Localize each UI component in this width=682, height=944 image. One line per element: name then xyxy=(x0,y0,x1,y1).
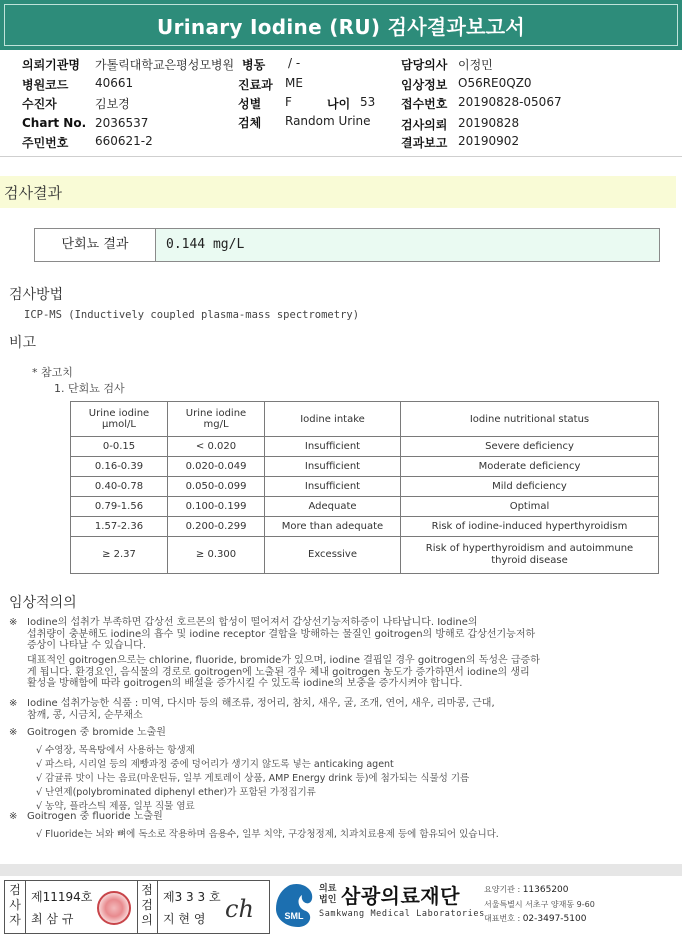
table-cell: 1.57-2.36 xyxy=(71,517,168,537)
rrn-label: 주민번호 xyxy=(22,136,69,150)
clinical-label: 임상정보 xyxy=(401,78,448,92)
table-cell: 0-0.15 xyxy=(71,437,168,457)
hospital-label: 의뢰기관명 xyxy=(22,58,80,72)
fluoride-title: Goitrogen 중 fluoride 노출원 xyxy=(27,811,163,822)
tester-number: 제11194호 xyxy=(31,890,93,904)
reviewer-label-cell xyxy=(137,881,158,933)
remarks-title: 비고 xyxy=(9,335,37,351)
dept-label: 진료과 xyxy=(238,78,273,92)
table-cell: Excessive xyxy=(265,537,401,574)
chart-value: 2036537 xyxy=(95,116,149,130)
clinical-text-line: 게 됩니다. 환경요인, 음식물의 경로로 goitrogen에 노출된 경우 체내 goitrogen 농도가 증가하면서 iodine의 생리 xyxy=(27,666,530,678)
clinical-text-line: Iodine 섭취가능한 식품 : 미역, 다시마 등의 해조류, 정어리, 참치, 새우, 굴, 조개, 연어, 새우, 리마콩, 근대, xyxy=(27,698,495,709)
table-cell: Risk of iodine-induced hyperthyroidism xyxy=(401,517,659,537)
org-prefix xyxy=(319,884,336,906)
clinical-paragraph-1 xyxy=(9,617,669,697)
table-row xyxy=(71,437,659,457)
table-cell: Severe deficiency xyxy=(401,437,659,457)
footer-band xyxy=(0,864,682,876)
org-english-name: Samkwang Medical Laboratories xyxy=(319,909,485,919)
table-cell: Mild deficiency xyxy=(401,477,659,497)
reviewer-name: 지 현 영 xyxy=(163,912,206,926)
clinical-text-line: Iodine의 섭취가 부족하면 갑상선 호르몬의 합성이 떨어져서 갑상선기능저하증이 나타납니다. Iodine의 xyxy=(27,617,478,628)
receipt-label: 접수번호 xyxy=(401,97,448,111)
table-cell: 0.020-0.049 xyxy=(168,457,265,477)
patient-label: 수진자 xyxy=(22,97,57,111)
bromide-item: √ 난연제(polybrominated diphenyl ether)가 포함된 가정집기류 xyxy=(36,787,316,798)
clinical-paragraph-foods xyxy=(9,698,669,722)
bromide-item: √ 농약, 플라스틱 제품, 일부 직물 염료 xyxy=(36,801,195,812)
tester-name: 최 삼 규 xyxy=(31,912,74,926)
chart-label: Chart No. xyxy=(22,116,87,130)
sml-logo-icon xyxy=(272,881,316,929)
reference-mark-icon: ※ xyxy=(9,617,18,628)
hospital-value: 가톨릭대학교은평성모병원 xyxy=(95,58,235,72)
sex-label: 성별 xyxy=(238,97,262,111)
result-box xyxy=(34,228,660,262)
table-cell: Insufficient xyxy=(265,477,401,497)
reviewer-cell xyxy=(157,881,269,933)
report-title-bar xyxy=(0,0,682,50)
tester-label-cell xyxy=(5,881,26,933)
patient-value: 김보경 xyxy=(95,97,130,111)
sex-value: F xyxy=(285,95,292,109)
org-prefix-line-2: 법인 xyxy=(319,895,337,905)
table-cell: 0.79-1.56 xyxy=(71,497,168,517)
status-line-2: thyroid disease xyxy=(491,555,568,566)
table-cell: 0.100-0.199 xyxy=(168,497,265,517)
bromide-item: √ 수영장, 목욕탕에서 사용하는 항생제 xyxy=(36,745,195,756)
divider xyxy=(0,156,682,157)
org-name: 삼광의료재단 xyxy=(341,884,460,908)
header-intake: Iodine intake xyxy=(265,402,401,437)
rrn-value: 660621-2 xyxy=(95,134,153,148)
hospital-code-value: 40661 xyxy=(95,76,134,90)
table-header-row xyxy=(71,402,659,437)
table-row xyxy=(71,477,659,497)
org-address: 서울특별시 서초구 양재동 9-60 xyxy=(484,900,595,909)
report-value: 20190902 xyxy=(458,134,520,148)
ref-heading: * 참고치 xyxy=(32,366,73,379)
table-cell: 0.40-0.78 xyxy=(71,477,168,497)
seal-stamp-icon xyxy=(97,891,131,925)
method-title: 검사방법 xyxy=(9,287,64,303)
org-prefix-line-1: 의료 xyxy=(319,884,337,894)
bromide-title: Goitrogen 중 bromide 노출원 xyxy=(27,727,166,738)
report-label: 결과보고 xyxy=(401,136,448,150)
bromide-heading xyxy=(9,727,669,741)
table-cell: ≥ 0.300 xyxy=(168,537,265,574)
table-cell: Adequate xyxy=(265,497,401,517)
reference-table xyxy=(70,401,659,574)
table-row xyxy=(71,537,659,574)
table-cell: Moderate deficiency xyxy=(401,457,659,477)
table-cell: 0.050-0.099 xyxy=(168,477,265,497)
table-row xyxy=(71,457,659,477)
clinical-value: O56RE0QZ0 xyxy=(458,76,532,90)
table-cell: Insufficient xyxy=(265,457,401,477)
care-number: 11365200 xyxy=(522,885,569,895)
doctor-label: 담당의사 xyxy=(401,58,448,72)
clinical-text-line: 섭취량이 충분해도 iodine의 흡수 및 iodine receptor 결합을 방해하는 물질인 goitrogen의 방해로 갑상선기능저하 xyxy=(27,628,536,640)
table-row xyxy=(71,517,659,537)
table-cell: ≥ 2.37 xyxy=(71,537,168,574)
method-text: ICP-MS (Inductively coupled plasma-mass spectrometry) xyxy=(24,309,360,321)
clinical-title: 임상적의의 xyxy=(9,595,77,611)
bromide-item: √ 파스타, 시리얼 등의 제빵과정 중에 덩어리가 생기지 않도록 넣는 anticaking agent xyxy=(36,759,394,770)
clinical-text-line: 활성을 방해함에 따라 goitrogen의 배설을 증가시킬 수 있도록 iodine의 보충을 증가시켜야 합니다. xyxy=(27,678,463,689)
header-mgl-1: Urine iodine xyxy=(185,408,247,419)
reviewer-number: 제3 3 3 호 xyxy=(163,890,221,904)
signature-box xyxy=(4,880,270,934)
dept-value: ME xyxy=(285,76,303,90)
table-cell: Optimal xyxy=(401,497,659,517)
care-institution xyxy=(484,884,569,895)
table-cell: < 0.020 xyxy=(168,437,265,457)
tester-cell xyxy=(25,881,138,933)
doctor-value: 이정민 xyxy=(458,58,493,72)
results-section-title: 검사결과 xyxy=(4,184,62,202)
receipt-value: 20190828-05067 xyxy=(458,95,562,109)
tester-label: 검사자 xyxy=(9,883,21,927)
phone-number: 02-3497-5100 xyxy=(522,914,587,924)
signature: ch xyxy=(225,895,254,923)
fluoride-item: √ Fluoride는 뇌와 뼈에 독소로 작용하며 음용수, 일부 치약, 구강청정제, 치과치료용제 등에 함유되어 있습니다. xyxy=(36,829,499,840)
specimen-value: Random Urine xyxy=(285,114,371,128)
request-value: 20190828 xyxy=(458,116,520,130)
age-label: 나이 xyxy=(327,97,351,111)
reference-mark-icon: ※ xyxy=(9,811,18,822)
specimen-label: 검체 xyxy=(238,116,262,130)
clinical-text-line: 대표적인 goitrogen으로는 chlorine, fluoride, bromide가 있으며, iodine 결핍일 경우 goitrogen의 독성은 급증하 xyxy=(27,655,540,666)
org-phone xyxy=(484,913,586,924)
reference-mark-icon: ※ xyxy=(9,698,18,709)
age-value: 53 xyxy=(360,95,376,109)
reviewer-label: 점검의 xyxy=(141,883,153,927)
clinical-text-line: 참깨, 콩, 시금치, 순무채소 xyxy=(27,709,143,721)
phone-label: 대표번호 : xyxy=(484,914,521,923)
results-section-header xyxy=(0,176,676,208)
report-title: Urinary Iodine (RU) 검사결과보고서 xyxy=(157,15,525,39)
header-umol-1: Urine iodine xyxy=(88,408,150,419)
ref-sub: 1. 단회뇨 검사 xyxy=(54,382,125,395)
table-cell: Insufficient xyxy=(265,437,401,457)
logo-text: SML xyxy=(284,911,304,921)
hospital-code-label: 병원코드 xyxy=(22,78,69,92)
header-cell xyxy=(71,402,168,437)
clinical-text-line: 증상이 나타날 수 있습니다. xyxy=(27,640,146,651)
header-umol-2: μmol/L xyxy=(102,419,136,430)
header-status: Iodine nutritional status xyxy=(401,402,659,437)
header-mgl-2: mg/L xyxy=(203,419,229,430)
result-row-label: 단회뇨 결과 xyxy=(35,229,156,261)
care-label: 요양기관 : xyxy=(484,885,521,894)
table-row xyxy=(71,497,659,517)
reference-mark-icon: ※ xyxy=(9,727,18,738)
ward-label: 병동 xyxy=(242,58,266,72)
ward-value: / - xyxy=(288,56,301,70)
table-cell: More than adequate xyxy=(265,517,401,537)
table-cell: 0.16-0.39 xyxy=(71,457,168,477)
status-line-1: Risk of hyperthyroidism and autoimmune xyxy=(425,543,634,554)
table-cell: 0.200-0.299 xyxy=(168,517,265,537)
request-label: 검사의뢰 xyxy=(401,118,448,132)
header-cell xyxy=(168,402,265,437)
fluoride-heading xyxy=(9,811,669,825)
result-row-value: 0.144 mg/L xyxy=(156,229,659,261)
table-cell xyxy=(401,537,659,574)
bromide-item: √ 감귤류 맛이 나는 음료(마운틴듀, 일부 게토레이 상품, AMP Energy drink 등)에 첨가되는 식물성 기름 xyxy=(36,773,470,784)
